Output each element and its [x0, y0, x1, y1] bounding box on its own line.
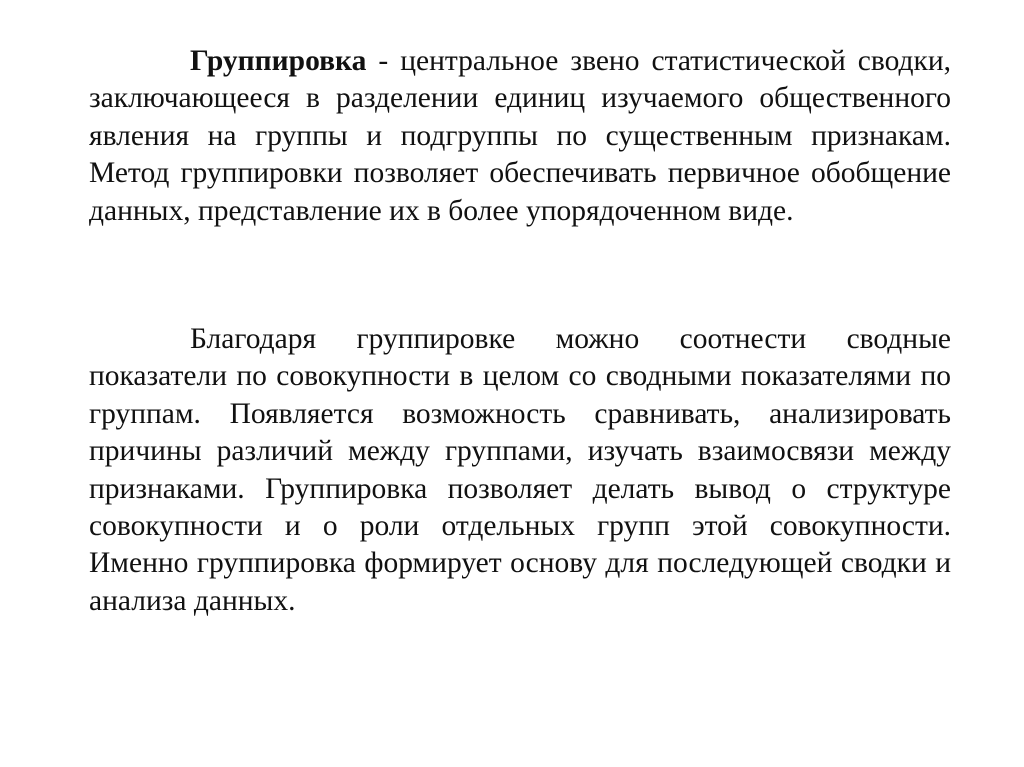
paragraph-benefits: Благодаря группировке можно соотнести сводные показатели по совокупности в целом со сводными показателями по группам. Появляется возможность сравнивать, анализировать причины различий между группами, изучать взаимосвязи между признаками. Группировка позволяет делать вывод о структуре совокупности и о роли отдельных групп этой совокупности. Именно группировка формирует основу для последующей сводки и анализа данных.	[89, 323, 951, 617]
paragraph-definition	[89, 43, 951, 230]
term-grouping: Группировка	[190, 45, 367, 77]
definition-text: - центральное звено статистической сводки, заключающееся в разделении единиц изучаемого общественного явления на группы и подгруппы по существенным признакам. Метод группировки позволяет обеспечивать первичное обобщение данных, представление их в более упорядоченном виде.	[89, 45, 951, 227]
